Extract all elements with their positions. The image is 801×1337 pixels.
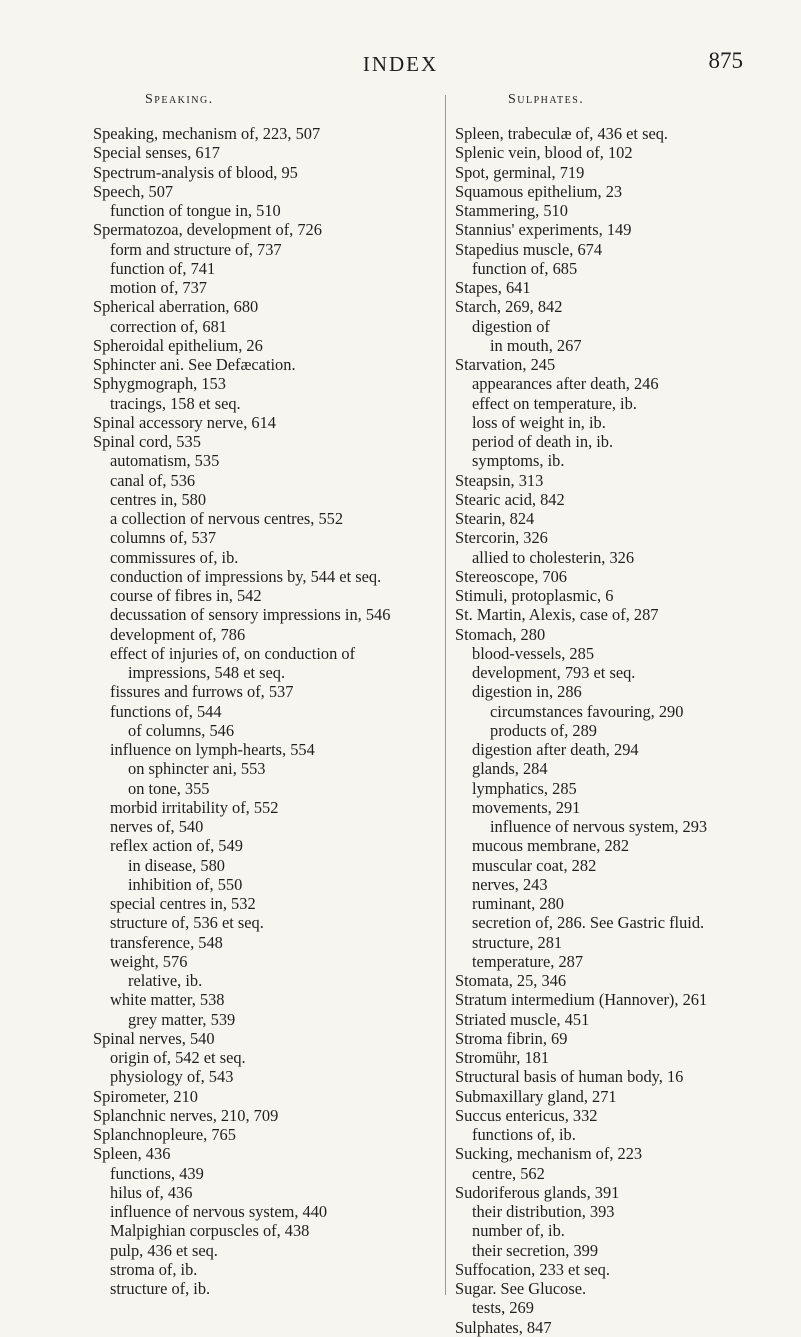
index-entry: functions of, 544: [110, 701, 222, 721]
index-entry: stroma of, ib.: [110, 1259, 198, 1279]
index-entry: blood-vessels, 285: [472, 643, 595, 663]
index-entry: automatism, 535: [110, 451, 220, 471]
index-entry: Sugar. See Glucose.: [455, 1279, 587, 1298]
index-entry: origin of, 542 et seq.: [110, 1048, 246, 1067]
index-entry: form and structure of, 737: [110, 239, 282, 259]
index-entry: Steapsin, 313: [455, 470, 544, 490]
index-entry: effect on temperature, ib.: [472, 393, 637, 413]
index-entry: Suffocation, 233 et seq.: [455, 1259, 610, 1279]
index-entry: pulp, 436 et seq.: [110, 1240, 218, 1260]
index-entry: movements, 291: [472, 797, 581, 817]
index-entry: fissures and furrows of, 537: [110, 682, 294, 702]
index-entry: ruminant, 280: [472, 894, 564, 913]
index-entry: Spherical aberration, 680: [93, 297, 259, 317]
index-entry: digestion in, 286: [472, 682, 582, 702]
index-entry: secretion of, 286. See Gastric fluid.: [472, 913, 705, 933]
index-entry: a collection of nervous centres, 552: [110, 509, 344, 528]
index-entry: tests, 269: [472, 1298, 534, 1318]
index-entry: Speech, 507: [93, 181, 174, 201]
column-divider: [445, 95, 446, 1295]
index-entry: Splanchnopleure, 765: [93, 1125, 236, 1144]
index-entry: Stearin, 824: [455, 509, 535, 528]
index-entry: influence on lymph-hearts, 554: [110, 740, 315, 759]
page-number: 875: [708, 48, 743, 73]
index-entry: loss of weight in, ib.: [472, 412, 606, 432]
index-entry: their distribution, 393: [472, 1202, 615, 1221]
index-entry: structure of, ib.: [110, 1279, 211, 1298]
index-entry: appearances after death, 246: [472, 374, 659, 394]
index-entry: in mouth, 267: [490, 335, 582, 355]
index-entry: morbid irritability of, 552: [110, 797, 279, 817]
index-entry: columns of, 537: [110, 528, 217, 548]
index-entry: glands, 284: [472, 759, 548, 779]
index-entry: decussation of sensory impressions in, 546: [110, 605, 391, 625]
index-entry: Malpighian corpuscles of, 438: [110, 1221, 310, 1241]
index-entry: effect of injuries of, on conduction of impressions, 548 et seq.: [110, 643, 356, 682]
index-entry: grey matter, 539: [128, 1009, 236, 1029]
index-entry: commissures of, ib.: [110, 547, 239, 567]
index-entry: Stercorin, 326: [455, 528, 548, 548]
index-entry: functions of, ib.: [472, 1125, 576, 1144]
index-entry: Speaking, mechanism of, 223, 507: [93, 124, 321, 143]
index-entry: Splenic vein, blood of, 102: [455, 143, 633, 163]
index-entry: Sphincter ani. See Defæcation.: [93, 355, 296, 374]
index-entry: Sulphates, 847: [455, 1317, 552, 1337]
index-entry: tracings, 158 et seq.: [110, 393, 241, 413]
index-entry: white matter, 538: [110, 990, 225, 1010]
index-entry: of columns, 546: [128, 720, 235, 740]
index-entry: Starch, 269, 842: [455, 297, 563, 317]
index-entry: Spermatozoa, development of, 726: [93, 220, 322, 240]
index-entry: Splanchnic nerves, 210, 709: [93, 1105, 279, 1125]
index-entry: Stomata, 25, 346: [455, 971, 567, 990]
index-entry: on tone, 355: [128, 778, 210, 798]
index-entry: their secretion, 399: [472, 1240, 599, 1260]
index-entry: centres in, 580: [110, 489, 207, 509]
index-entry: mucous membrane, 282: [472, 836, 630, 856]
right-index-column: [455, 124, 755, 1337]
index-entry: Spot, germinal, 719: [455, 162, 585, 182]
index-entry: reflex action of, 549: [110, 836, 243, 856]
index-entry: relative, ib.: [128, 971, 203, 990]
index-entry: period of death in, ib.: [472, 432, 614, 451]
index-entry: inhibition of, 550: [128, 874, 243, 894]
index-entry: correction of, 681: [110, 316, 227, 336]
index-entry: Starvation, 245: [455, 355, 556, 374]
index-entry: Stapedius muscle, 674: [455, 239, 603, 259]
index-entry: conduction of impressions by, 544 et seq.: [110, 566, 382, 586]
index-entry: Spleen, 436: [93, 1144, 171, 1164]
index-entry: Stammering, 510: [455, 201, 568, 220]
index-entry: course of fibres in, 542: [110, 586, 262, 605]
index-entry: allied to cholesterin, 326: [472, 547, 635, 567]
index-entry: function of tongue in, 510: [110, 201, 281, 220]
index-entry: development, 793 et seq.: [472, 663, 636, 682]
index-entry: nerves of, 540: [110, 817, 204, 836]
index-entry: special centres in, 532: [110, 894, 256, 913]
index-entry: function of, 741: [110, 258, 216, 278]
index-entry: Stannius' experiments, 149: [455, 220, 632, 240]
left-index-column: [93, 124, 438, 1298]
index-entry: symptoms, ib.: [472, 451, 565, 471]
index-entry: development of, 786: [110, 624, 246, 644]
index-entry: circumstances favouring, 290: [490, 701, 684, 721]
index-entry: centre, 562: [472, 1163, 545, 1183]
index-entry: lymphatics, 285: [472, 778, 577, 798]
index-entry: hilus of, 436: [110, 1182, 193, 1202]
index-entry: Succus entericus, 332: [455, 1105, 598, 1125]
index-entry: Stapes, 641: [455, 278, 531, 297]
index-entry: influence of nervous system, 440: [110, 1202, 328, 1221]
index-entry: Spinal nerves, 540: [93, 1028, 215, 1048]
index-entry: Structural basis of human body, 16: [455, 1067, 684, 1087]
index-entry: physiology of, 543: [110, 1067, 234, 1087]
index-entry: Stimuli, protoplasmic, 6: [455, 586, 614, 605]
index-entry: Spectrum-analysis of blood, 95: [93, 162, 298, 182]
index-entry: temperature, 287: [472, 951, 584, 971]
index-entry: Stearic acid, 842: [455, 489, 565, 509]
index-entry: motion of, 737: [110, 278, 207, 297]
index-entry: Sphygmograph, 153: [93, 374, 226, 394]
index-entry: on sphincter ani, 553: [128, 759, 266, 779]
index-entry: Spleen, trabeculæ of, 436 et seq.: [455, 124, 669, 143]
index-entry: Spirometer, 210: [93, 1086, 198, 1106]
index-entry: function of, 685: [472, 258, 578, 278]
index-entry: structure of, 536 et seq.: [110, 913, 264, 933]
index-entry: transference, 548: [110, 932, 223, 952]
index-entry: in disease, 580: [128, 855, 225, 875]
index-entry: weight, 576: [110, 951, 188, 971]
right-column-heading: Sulphates.: [508, 92, 585, 107]
left-column-heading: Speaking.: [145, 92, 214, 107]
index-entry: Spheroidal epithelium, 26: [93, 335, 263, 355]
index-entry: nerves, 243: [472, 874, 548, 894]
index-entry: Special senses, 617: [93, 143, 221, 163]
index-entry: Squamous epithelium, 23: [455, 181, 623, 201]
index-entry: Stereoscope, 706: [455, 566, 567, 586]
index-entry: Stratum intermedium (Hannover), 261: [455, 990, 708, 1010]
index-entry: Striated muscle, 451: [455, 1009, 590, 1029]
index-entry: structure, 281: [472, 932, 563, 952]
index-entry: Stromühr, 181: [455, 1048, 550, 1067]
index-entry: products of, 289: [490, 720, 597, 740]
index-entry: digestion of: [472, 316, 550, 336]
index-entry: Stomach, 280: [455, 624, 546, 644]
index-entry: Sucking, mechanism of, 223: [455, 1144, 643, 1164]
index-entry: Sudoriferous glands, 391: [455, 1182, 620, 1202]
index-entry: digestion after death, 294: [472, 740, 639, 759]
index-entry: muscular coat, 282: [472, 855, 597, 875]
index-entry: St. Martin, Alexis, case of, 287: [455, 605, 659, 625]
page-title: INDEX: [362, 52, 439, 76]
index-entry: Spinal accessory nerve, 614: [93, 412, 276, 432]
index-entry: canal of, 536: [110, 470, 196, 490]
index-entry: Stroma fibrin, 69: [455, 1028, 568, 1048]
index-entry: functions, 439: [110, 1163, 204, 1183]
index-entry: Submaxillary gland, 271: [455, 1086, 617, 1106]
index-entry: Spinal cord, 535: [93, 432, 201, 451]
index-entry: influence of nervous system, 293: [490, 817, 708, 836]
index-entry: number of, ib.: [472, 1221, 565, 1241]
